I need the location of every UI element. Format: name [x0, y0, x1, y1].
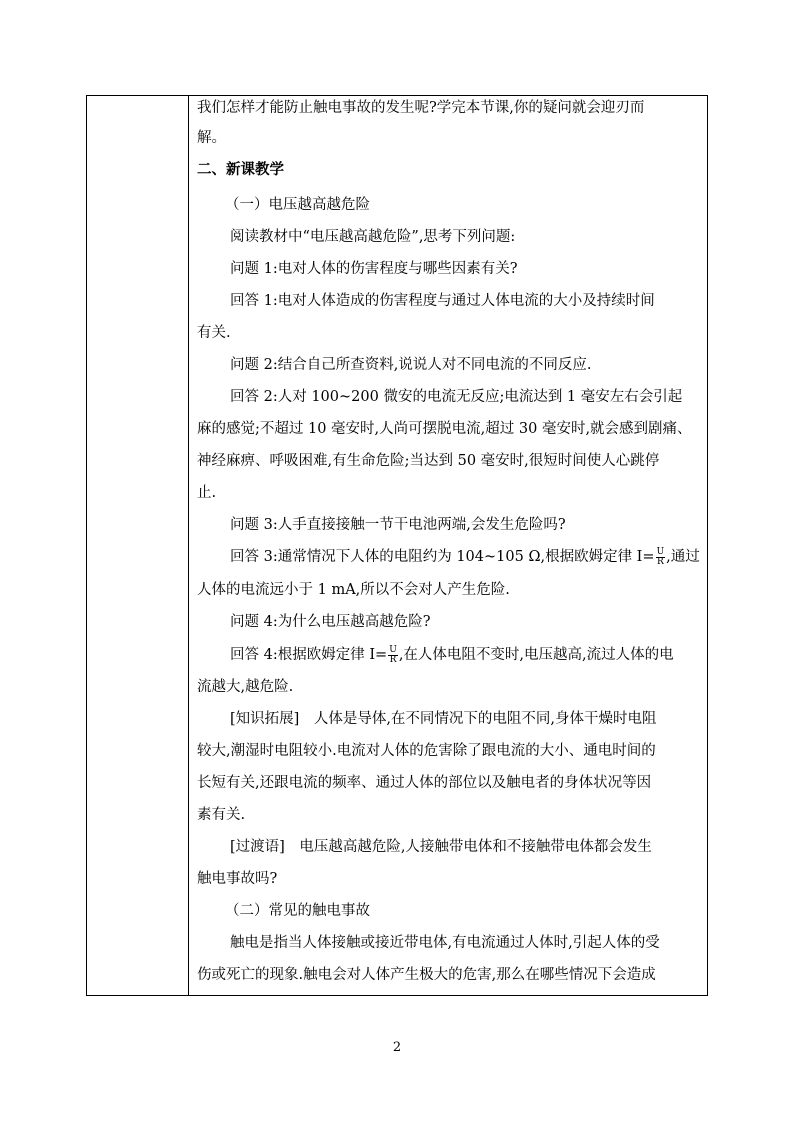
fraction-denominator: R [389, 654, 397, 665]
lesson-table [86, 95, 708, 996]
text-line: 神经麻痹、呼吸困难,有生命危险;当达到 50 毫安时,很短时间使人心跳停 [197, 453, 660, 469]
fraction-numerator: U [656, 546, 665, 557]
question-1: 问题 1:电对人体的伤害程度与哪些因素有关? [230, 261, 518, 277]
answer-4 [230, 645, 674, 665]
question-2: 问题 2:结合自己所查资料,说说人对不同电流的不同反应. [230, 357, 592, 373]
text-line: 长短有关,还跟电流的频率、通过人体的部位以及触电者的身体状况等因 [197, 775, 652, 791]
text-line: 伤或死亡的现象.触电会对人体产生极大的危害,那么在哪些情况下会造成 [197, 967, 656, 983]
ohm-law-fraction [388, 646, 398, 665]
question-4: 问题 4:为什么电压越高越危险? [230, 614, 431, 630]
text-line: 人体的电流远小于 1 mA,所以不会对人产生危险. [197, 582, 510, 598]
knowledge-extension: [知识拓展] 人体是导体,在不同情况下的电阻不同,身体干燥时电阻 [230, 711, 657, 727]
section-heading: 二、新课教学 [197, 161, 284, 178]
answer-4-text-end: ,在人体电阻不变时,电压越高,流过人体的电 [398, 647, 674, 663]
text-line: 触电是指当人体接触或接近带电体,有电流通过人体时,引起人体的受 [230, 935, 660, 951]
fraction-denominator: R [656, 556, 664, 567]
text-line: 触电事故吗? [197, 871, 278, 887]
answer-3-text-end: ,通过 [666, 549, 700, 565]
answer-2: 回答 2:人对 100~200 微安的电流无反应;电流达到 1 毫安左右会引起 [230, 389, 683, 405]
answer-4-text: 回答 4:根据欧姆定律 I= [230, 647, 388, 663]
answer-3-text: 回答 3:通常情况下人体的电阻约为 104~105 Ω,根据欧姆定律 I= [230, 549, 655, 565]
text-line: 解。 [197, 130, 226, 146]
answer-1: 回答 1:电对人体造成的伤害程度与通过人体电流的大小及持续时间 [230, 293, 655, 309]
question-3: 问题 3:人手直接接触一节干电池两端,会发生危险吗? [230, 517, 566, 533]
text-line: 我们怎样才能防止触电事故的发生呢?学完本节课,你的疑问就会迎刃而 [197, 100, 645, 116]
text-line: 麻的感觉;不超过 10 毫安时,人尚可摆脱电流,超过 30 毫安时,就会感到剧痛、 [197, 421, 692, 437]
text-line: 素有关. [197, 807, 246, 823]
subsection-heading: （二）常见的触电事故 [225, 903, 370, 919]
answer-3 [230, 547, 700, 567]
transition-note: [过渡语] 电压越高越危险,人接触带电体和不接触带电体都会发生 [230, 839, 652, 855]
left-column [87, 96, 189, 995]
subsection-heading: （一）电压越高越危险 [225, 197, 370, 213]
fraction-numerator: U [389, 644, 397, 655]
text-line: 较大,潮湿时电阻较小.电流对人体的危害除了跟电流的大小、通电时间的 [197, 743, 656, 759]
text-line: 阅读教材中“电压越高越危险”,思考下列问题: [230, 229, 516, 245]
page-number: 2 [392, 1040, 402, 1055]
text-line: 有关. [197, 325, 231, 341]
text-line: 止. [197, 485, 217, 501]
ohm-law-fraction [656, 548, 666, 567]
text-line: 流越大,越危险. [197, 679, 294, 695]
